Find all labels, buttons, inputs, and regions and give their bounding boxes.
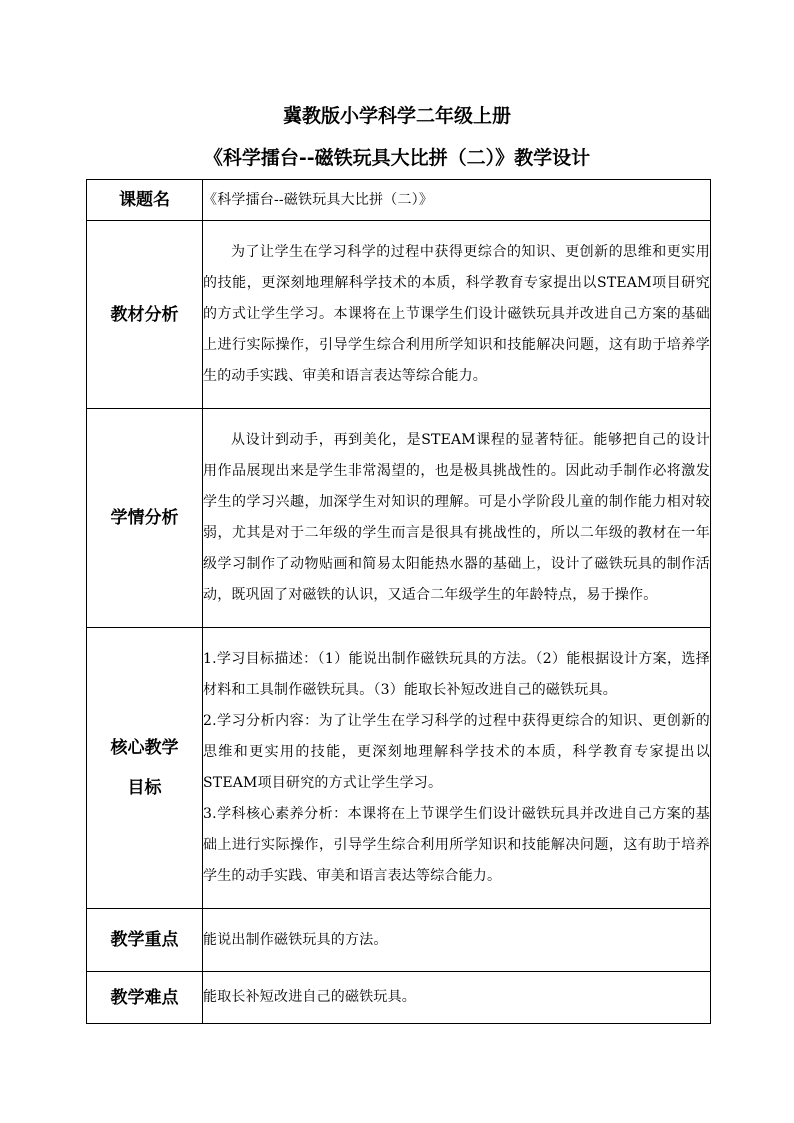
topic-label: 课题名 bbox=[87, 180, 203, 221]
difficulties-cell bbox=[203, 972, 711, 1024]
core-goals-label-line1: 核心教学 bbox=[110, 738, 179, 758]
table-row-topic bbox=[87, 180, 711, 221]
difficulties-text: 能取长补短改进自己的磁铁玩具。 bbox=[203, 989, 416, 1005]
core-goals-label bbox=[87, 628, 203, 909]
key-points-text: 能说出制作磁铁玩具的方法。 bbox=[203, 931, 388, 948]
core-goals-cell bbox=[203, 628, 711, 909]
document-title: 冀教版小学科学二年级上册 bbox=[282, 105, 511, 127]
key-points-cell bbox=[203, 909, 711, 972]
table-row-core-goals bbox=[87, 628, 711, 909]
student-analysis-cell bbox=[203, 409, 711, 628]
table-row-difficulties bbox=[87, 972, 711, 1024]
table-row-student-analysis bbox=[87, 409, 711, 628]
table-row-key-points bbox=[87, 909, 711, 972]
document-subtitle: 《科学擂台--磁铁玩具大比拼（二）》教学设计 bbox=[203, 147, 591, 169]
student-analysis-text: 从设计到动手，再到美化，是STEAM课程的显著特征。能够把自己的设计用作品展现出来是学生非常渴望的，也是极具挑战性的。因此动手制作必将激发学生的学习兴趣，加深学生对知识的理解。可是小学阶段儿童的制作能力相对较弱，尤其是对于二年级的学生而言是很具有挑战性的，所以二年级的教材在一年级学习制作了动物贴画和简易太阳能热水器的基础上，设计了磁铁玩具的制作活动，既巩固了对磁铁的认识，又适合二年级学生的年龄特点，易于操作。 bbox=[203, 432, 710, 603]
lesson-plan-table bbox=[86, 179, 711, 1024]
student-analysis-label: 学情分析 bbox=[87, 409, 203, 628]
textbook-analysis-cell bbox=[203, 221, 711, 409]
goal-item-learning-analysis: 2.学习分析内容：为了让学生在学习科学的过程中获得更综合的知识、更创新的思维和更实用的技能，更深刻地理解科学技术的本质，科学教育专家提出以STEAM项目研究的方式让学生学习。 bbox=[203, 713, 710, 791]
key-points-label: 教学重点 bbox=[87, 909, 203, 972]
topic-value bbox=[203, 180, 711, 221]
goal-item-core-literacy: 3.学科核心素养分析：本课将在上节课学生们设计磁铁玩具并改进自己方案的基础上进行实际操作，引导学生综合利用所学知识和技能解决问题，这有助于培养学生的动手实践、审美和语言表达等综合能力。 bbox=[203, 806, 710, 884]
core-goals-label-line2: 目标 bbox=[127, 778, 162, 798]
table-row-textbook-analysis bbox=[87, 221, 711, 409]
textbook-analysis-text: 为了让学生在学习科学的过程中获得更综合的知识、更创新的思维和更实用的技能，更深刻地理解科学技术的本质，科学教育专家提出以STEAM项目研究的方式让学生学习。本课将在上节课学生们设计磁铁玩具并改进自己方案的基础上进行实际操作，引导学生综合利用所学知识和技能解决问题，这有助于培养学生的动手实践、审美和语言表达等综合能力。 bbox=[203, 244, 710, 384]
goal-item-learning-objectives: 1.学习目标描述：（1）能说出制作磁铁玩具的方法。（2）能根据设计方案，选择材料和工具制作磁铁玩具。（3）能取长补短改进自己的磁铁玩具。 bbox=[203, 651, 710, 698]
topic-text: 《科学擂台--磁铁玩具大比拼（二）》 bbox=[203, 192, 434, 208]
difficulties-label: 教学难点 bbox=[87, 972, 203, 1024]
textbook-analysis-label: 教材分析 bbox=[87, 221, 203, 409]
